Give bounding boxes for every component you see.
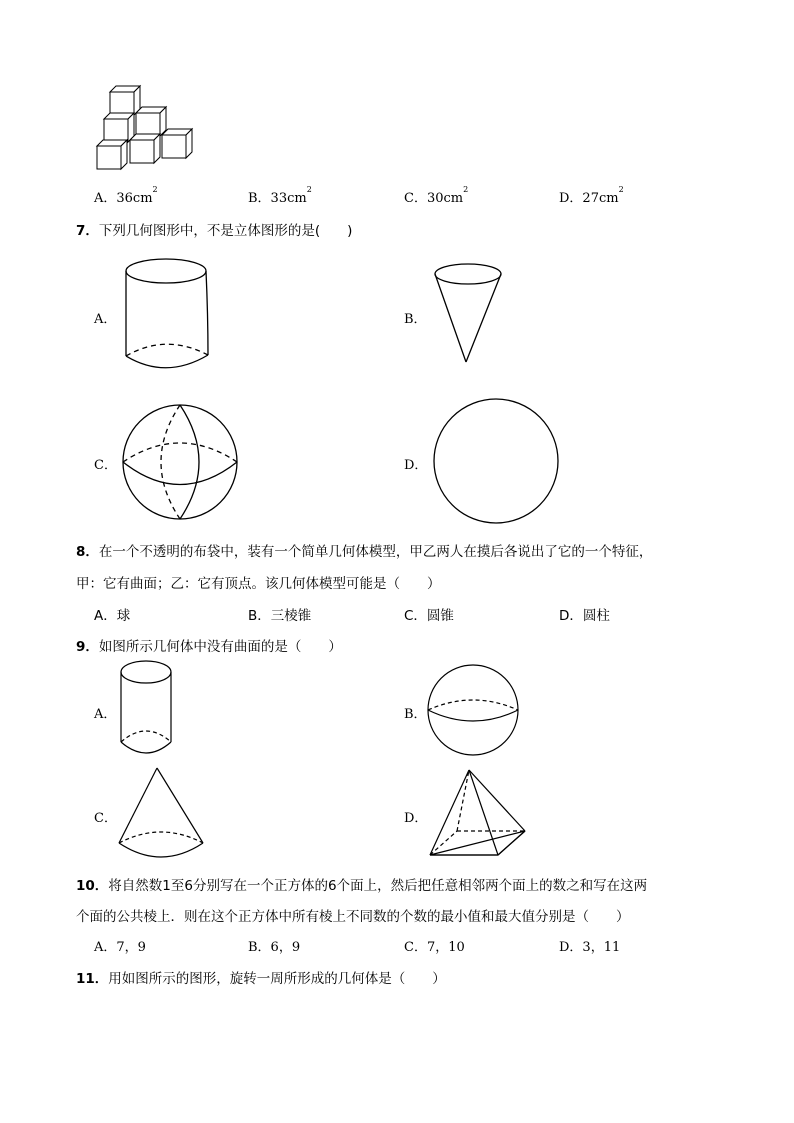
pyramid-figure [425, 765, 535, 865]
sphere-with-arcs-figure [120, 402, 240, 522]
q10-option-b[interactable]: B．6，9 [248, 940, 301, 955]
q6-option-b[interactable]: B．$33cm^2$ [248, 185, 312, 206]
cube [97, 140, 127, 169]
cube [104, 113, 134, 142]
q10-stem-line1: 10．将自然数1至6分别写在一个正方体的6个面上，然后把任意相邻两个面上的数之和写在这两 [76, 878, 648, 894]
q7-label-c[interactable]: C． [94, 458, 117, 473]
q9-label-c[interactable]: C． [94, 811, 117, 826]
cube [110, 86, 140, 115]
q8-option-a[interactable]: A．球 [94, 608, 131, 624]
sphere-figure [425, 662, 525, 762]
cylinder-figure [122, 255, 212, 370]
cube [162, 129, 192, 158]
q9-label-b[interactable]: B． [404, 707, 427, 722]
q7-label-a[interactable]: A． [94, 312, 117, 327]
q11-stem: 11．用如图所示的图形，旋转一周所形成的几何体是（ ） [76, 971, 446, 987]
circle-figure [432, 397, 562, 527]
cylinder-figure [118, 658, 178, 758]
q6-option-a[interactable]: A．$36cm^2$ [94, 185, 158, 206]
q8-stem-line1: 8．在一个不透明的布袋中，装有一个简单几何体模型，甲乙两人在摸后各说出了它的一个特征， [76, 544, 653, 560]
cube [136, 107, 166, 136]
q9-label-a[interactable]: A． [94, 707, 117, 722]
q7-label-d[interactable]: D． [404, 458, 428, 473]
q10-option-a[interactable]: A．7，9 [94, 940, 146, 955]
q6-option-d[interactable]: D．$27cm^2$ [559, 185, 624, 206]
cone-figure [115, 765, 215, 865]
cone-figure [432, 262, 512, 372]
q10-stem-line2: 个面的公共棱上．则在这个正方体中所有棱上不同数的个数的最小值和最大值分别是（ ） [76, 909, 630, 925]
q10-option-d[interactable]: D．3，11 [559, 940, 621, 955]
q8-option-c[interactable]: C．圆锥 [404, 608, 454, 624]
q9-label-d[interactable]: D． [404, 811, 428, 826]
cube [130, 134, 160, 163]
q8-option-b[interactable]: B．三棱锥 [248, 608, 312, 624]
q7-stem: 7．下列几何图形中，不是立体图形的是( ) [76, 223, 353, 239]
q8-option-d[interactable]: D．圆柱 [559, 608, 610, 624]
q8-stem-line2: 甲：它有曲面；乙：它有顶点。该几何体模型可能是（ ） [76, 576, 441, 592]
q9-stem: 9．如图所示几何体中没有曲面的是（ ） [76, 639, 342, 655]
q6-option-c[interactable]: C．$30cm^2$ [404, 185, 469, 206]
cube-stack-figure [92, 80, 202, 180]
q7-label-b[interactable]: B． [404, 312, 427, 327]
q10-option-c[interactable]: C．7，10 [404, 940, 465, 955]
